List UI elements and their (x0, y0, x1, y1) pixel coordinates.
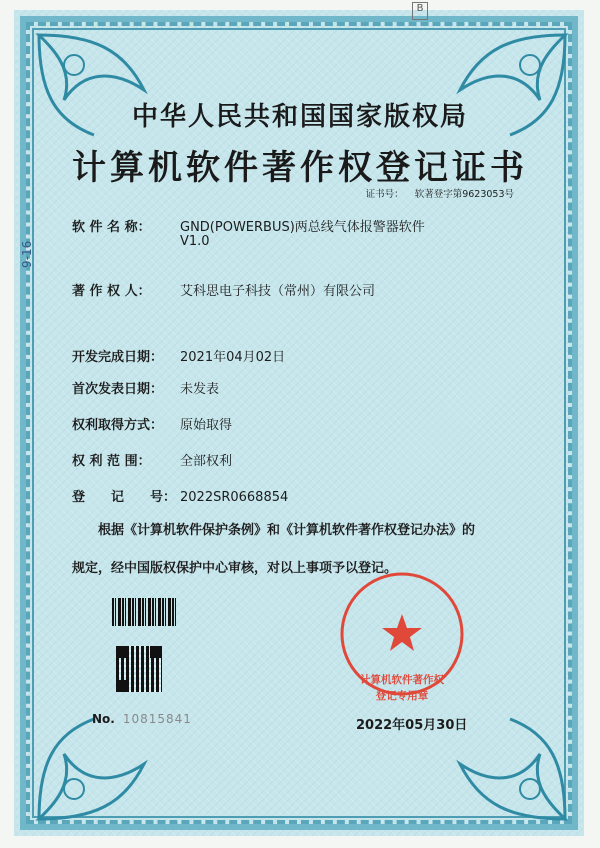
handwritten-note: 9-16 (20, 240, 34, 268)
field-acquisition-method (72, 414, 232, 433)
certificate-title: 计算机软件著作权登记证书 (72, 148, 528, 188)
certificate-number-value: 软著登字第9623053号 (414, 189, 514, 200)
seal-line-1: 计算机软件著作权 (360, 674, 444, 686)
seal-line-2: 登记专用章 (375, 690, 429, 702)
issuing-agency: 中华人民共和国国家版权局 (131, 102, 468, 132)
certificate-number-label: 证书号： (365, 189, 404, 200)
legal-statement (72, 512, 542, 588)
statement-line: 根据《计算机软件保护条例》和《计算机软件著作权登记办法》的 (98, 523, 476, 538)
field-value: GND(POWERBUS)两总线气体报警器软件 (180, 220, 425, 235)
field-label: 权利取得方式： (72, 418, 164, 433)
issue-date: 2022年05月30日 (356, 718, 468, 733)
field-value: 原始取得 (180, 418, 233, 433)
serial-label: No. (92, 712, 115, 726)
field-label: 开发完成日期： (72, 350, 164, 365)
field-label: 著 作 权 人： (72, 284, 151, 299)
field-label: 首次发表日期： (72, 382, 164, 397)
field-software-name (72, 216, 425, 235)
corner-mark: B (412, 2, 428, 20)
field-label: 软 件 名 称： (72, 220, 151, 235)
serial-number (92, 712, 192, 726)
field-completion-date (72, 346, 285, 365)
field-copyright-owner (72, 280, 375, 299)
field-value: 未发表 (180, 382, 220, 397)
qr-code (116, 646, 162, 692)
certificate-number (366, 186, 514, 200)
software-version: V1.0 (180, 234, 210, 249)
serial-value: 10815841 (122, 712, 192, 726)
statement-line: 规定，经中国版权保护中心审核，对以上事项予以登记。 (72, 561, 398, 576)
corner-ornament-icon (450, 714, 570, 824)
field-registration-number (72, 486, 288, 505)
field-label: 权 利 范 围： (72, 454, 151, 469)
corner-ornament-icon (34, 714, 154, 824)
field-value: 2021年04月02日 (180, 350, 286, 365)
field-rights-scope (72, 450, 232, 469)
barcode (112, 598, 176, 626)
field-value: 全部权利 (180, 454, 233, 469)
field-publication-date (72, 378, 219, 397)
field-value: 2022SR0668854 (180, 490, 289, 505)
field-value: 艾科思电子科技（常州）有限公司 (180, 284, 376, 299)
star-icon (382, 614, 422, 651)
field-label: 登 记 号： (72, 490, 177, 505)
